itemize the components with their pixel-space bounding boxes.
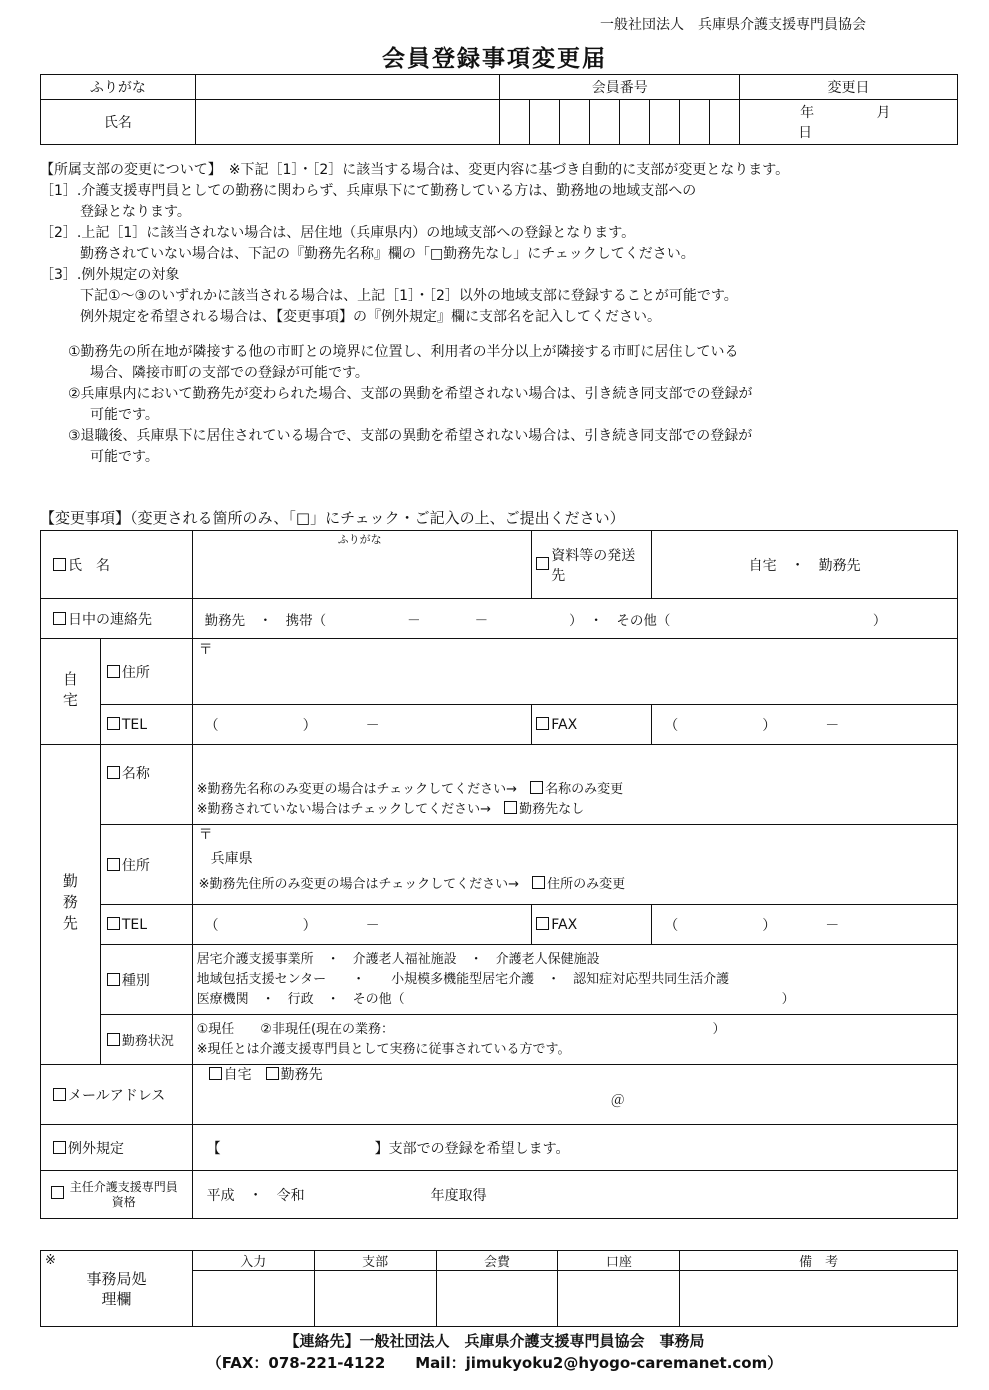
- checkbox[interactable]: [53, 1141, 66, 1154]
- furigana-label: ふりがな: [41, 75, 196, 100]
- note-line: ②兵庫県内において勤務先が変わられた場合、支部の異動を希望されない場合は、引き続き同支部での登録が: [68, 386, 753, 402]
- note-line: 下記①～③のいずれかに該当される場合は、上記［1］・［2］以外の地域支部に登録することが可能です。: [80, 288, 738, 304]
- office-col-input: 入力: [192, 1251, 314, 1271]
- work-fax-check[interactable]: [532, 905, 652, 945]
- name-field[interactable]: [195, 100, 500, 145]
- member-number-digit[interactable]: [500, 100, 530, 145]
- office-col-remarks: 備 考: [680, 1251, 958, 1271]
- checkbox[interactable]: [53, 1088, 66, 1101]
- office-remarks-cell[interactable]: [680, 1271, 958, 1327]
- checkbox[interactable]: [536, 557, 549, 570]
- new-name-field[interactable]: [192, 531, 532, 599]
- checkbox[interactable]: [107, 973, 120, 986]
- note-line: ③退職後、兵庫県下に居住されている場合で、支部の異動を希望されない場合は、引き続き同支部での登録が: [68, 428, 753, 444]
- work-name-field[interactable]: [192, 745, 957, 825]
- note-line: 【所属支部の変更について】 ※下記［1］・［2］に該当する場合は、変更内容に基づき自動的に支部が変更となります。: [40, 162, 790, 178]
- chief-cm-label: 主任介護支援専門員資格: [69, 1179, 178, 1209]
- address-only-change-option: 住所のみ変更: [547, 877, 626, 892]
- checkbox[interactable]: [107, 858, 120, 871]
- furigana-small-label: ふりがな: [337, 533, 382, 546]
- checkbox[interactable]: [107, 1033, 120, 1046]
- work-status-note: ※現任とは介護支援専門員として実務に従事されている方です。: [196, 1041, 571, 1057]
- member-number-digit[interactable]: [560, 100, 590, 145]
- home-tel-field[interactable]: （ ） －: [192, 705, 532, 745]
- work-tel-field[interactable]: （ ） －: [192, 905, 532, 945]
- note-line: 勤務されていない場合は、下記の『勤務先名称』欄の「□勤務先なし」にチェックしてください。: [80, 246, 695, 262]
- work-name-note: ※勤務先名称のみ変更の場合はチェックしてください→: [196, 782, 518, 797]
- home-address-field[interactable]: [192, 639, 957, 705]
- daytime-contact-label: 日中の連絡先: [68, 611, 152, 628]
- office-account-cell[interactable]: [558, 1271, 680, 1327]
- daytime-contact-cell[interactable]: [41, 599, 193, 639]
- facility-type-options[interactable]: [192, 945, 957, 1015]
- address-only-note: ※勤務先住所のみ変更の場合はチェックしてください→: [198, 877, 520, 892]
- facility-type-line: 地域包括支援センター ・ 小規模多機能型居宅介護 ・ 認知症対応型共同生活介護: [196, 971, 730, 987]
- facility-type-check[interactable]: [100, 945, 192, 1015]
- home-tel-check[interactable]: [100, 705, 192, 745]
- note-line: 場合、隣接市町の支部での登録が可能です。: [90, 365, 369, 381]
- checkbox[interactable]: [53, 558, 66, 571]
- note-line: 登録となります。: [80, 204, 191, 220]
- work-tel-check[interactable]: [100, 905, 192, 945]
- no-workplace-note: ※勤務されていない場合はチェックしてください→: [196, 802, 492, 817]
- checkbox[interactable]: [209, 1067, 222, 1080]
- home-group-label: 自宅: [41, 639, 101, 745]
- note-line: 例外規定を希望される場合は、【変更事項】の『例外規定』欄に支部名を記入してください。: [80, 309, 661, 325]
- office-fee-cell[interactable]: [436, 1271, 558, 1327]
- furigana-field[interactable]: [195, 75, 500, 100]
- email-field[interactable]: [192, 1065, 957, 1125]
- checkbox[interactable]: [530, 781, 543, 794]
- email-check[interactable]: [41, 1065, 193, 1125]
- office-input-cell[interactable]: [192, 1271, 314, 1327]
- work-name-label: 名称: [121, 766, 150, 782]
- mailing-destination-cell[interactable]: [532, 531, 652, 599]
- at-sign: ＠: [610, 1093, 625, 1109]
- email-label: メールアドレス: [68, 1087, 166, 1104]
- checkbox[interactable]: [536, 917, 549, 930]
- member-number-digit[interactable]: [680, 100, 710, 145]
- prefecture-label: 兵庫県: [210, 851, 253, 867]
- note-line: ［3］.例外規定の対象: [40, 267, 180, 283]
- home-address-label: 住所: [121, 664, 150, 681]
- organization-name: 一般社団法人 兵庫県介護支援専門員協会: [600, 17, 866, 33]
- daytime-contact-field[interactable]: 勤務先 ・ 携帯（ － － ） ・ その他（ ）: [192, 599, 957, 639]
- work-status-check[interactable]: [100, 1015, 192, 1065]
- note-line: ［2］.上記［1］に該当されない場合は、居住地（兵庫県内）の地域支部への登録となります。: [40, 225, 636, 241]
- postal-mark: 〒: [198, 827, 213, 843]
- checkbox[interactable]: [536, 717, 549, 730]
- contact-footer-line1: 【連絡先】一般社団法人 兵庫県介護支援専門員協会 事務局: [284, 1332, 705, 1350]
- email-work-option: 勤務先: [280, 1067, 323, 1083]
- checkbox[interactable]: [107, 917, 120, 930]
- office-label: 事務局処理欄: [86, 1269, 147, 1308]
- mailing-destination-options[interactable]: 自宅 ・ 勤務先: [652, 531, 958, 599]
- checkbox[interactable]: [532, 876, 545, 889]
- mailing-destination-label: 資料等の発送先: [551, 547, 636, 584]
- checkbox[interactable]: [504, 801, 517, 814]
- contact-footer-line2: （FAX：078-221-4122 Mail：jimukyoku2@hyogo-caremanet.com）: [206, 1354, 783, 1372]
- no-workplace-option: 勤務先なし: [519, 802, 585, 817]
- exception-check[interactable]: [41, 1125, 193, 1171]
- checkbox[interactable]: [107, 665, 120, 678]
- facility-type-line: 居宅介護支援事業所 ・ 介護老人福祉施設 ・ 介護老人保健施設: [196, 951, 600, 967]
- postal-mark: 〒: [198, 642, 213, 658]
- work-status-options[interactable]: [192, 1015, 957, 1065]
- facility-type-line: 医療機関 ・ 行政 ・ その他（ ）: [196, 991, 795, 1007]
- workplace-group-label: 勤務先: [41, 745, 101, 1065]
- note-line: 可能です。: [90, 449, 159, 465]
- name-change-cell[interactable]: [41, 531, 193, 599]
- member-number-digit[interactable]: [590, 100, 620, 145]
- work-tel-label: TEL: [121, 916, 148, 933]
- chief-cm-field[interactable]: 平成 ・ 令和 年度取得: [192, 1171, 957, 1219]
- work-name-check[interactable]: [100, 745, 192, 825]
- name-only-change-option: 名称のみ変更: [545, 782, 624, 797]
- branch-notes: [40, 160, 970, 468]
- work-fax-field[interactable]: （ ） －: [652, 905, 958, 945]
- change-date-label: 変更日: [740, 75, 958, 100]
- note-line: ［1］.介護支援専門員としての勤務に関わらず、兵庫県下にて勤務している方は、勤務地の地域支部への: [40, 183, 697, 199]
- email-home-option: 自宅: [223, 1067, 252, 1083]
- section-title: 【変更事項】（変更される箇所のみ、「□」にチェック・ご記入の上、ご提出ください）: [40, 509, 625, 527]
- work-status-line: ①現任 ②非現任(現在の業務： ）: [196, 1021, 726, 1037]
- note-line: ①勤務先の所在地が隣接する他の市町との境界に位置し、利用者の半分以上が隣接する市町に居住している: [68, 344, 739, 360]
- name-change-label: 氏 名: [68, 557, 110, 574]
- office-col-account: 口座: [558, 1251, 680, 1271]
- member-number-label: 会員番号: [500, 75, 740, 100]
- note-line: 可能です。: [90, 407, 159, 423]
- work-status-label: 勤務状況: [121, 1034, 174, 1049]
- member-number-digit[interactable]: [650, 100, 680, 145]
- office-label-cell: [41, 1251, 193, 1327]
- checkbox[interactable]: [107, 766, 120, 779]
- checkbox[interactable]: [107, 717, 120, 730]
- office-use-table: [40, 1250, 958, 1327]
- work-fax-label: FAX: [551, 916, 578, 933]
- office-col-branch: 支部: [314, 1251, 436, 1271]
- office-branch-cell[interactable]: [314, 1271, 436, 1327]
- home-fax-check[interactable]: [532, 705, 652, 745]
- member-number-digit[interactable]: [710, 100, 740, 145]
- work-address-label: 住所: [121, 857, 150, 874]
- office-col-fee: 会費: [436, 1251, 558, 1271]
- checkbox[interactable]: [53, 612, 66, 625]
- work-address-check[interactable]: [100, 825, 192, 905]
- month-label: 月: [876, 105, 891, 121]
- exception-label: 例外規定: [68, 1140, 124, 1157]
- day-label: 日: [798, 125, 813, 141]
- home-fax-field[interactable]: （ ） －: [652, 705, 958, 745]
- name-label: 氏名: [41, 100, 196, 145]
- checkbox[interactable]: [266, 1067, 279, 1080]
- home-fax-label: FAX: [551, 716, 578, 733]
- facility-type-label: 種別: [121, 972, 150, 989]
- work-address-field[interactable]: [192, 825, 957, 905]
- change-form-table: [40, 530, 958, 1219]
- home-address-check[interactable]: [100, 639, 192, 705]
- member-number-digit[interactable]: [620, 100, 650, 145]
- home-tel-label: TEL: [121, 716, 148, 733]
- member-id-table: [40, 74, 958, 145]
- year-label: 年: [800, 105, 815, 121]
- exception-branch-field[interactable]: 【 】支部での登録を希望します。: [192, 1125, 957, 1171]
- chief-cm-check[interactable]: [41, 1171, 193, 1219]
- member-number-digit[interactable]: [530, 100, 560, 145]
- checkbox[interactable]: [51, 1186, 64, 1199]
- page-title: 会員登録事項変更届: [382, 46, 607, 72]
- office-mark: ※: [45, 1253, 56, 1268]
- change-date-field[interactable]: [740, 100, 958, 145]
